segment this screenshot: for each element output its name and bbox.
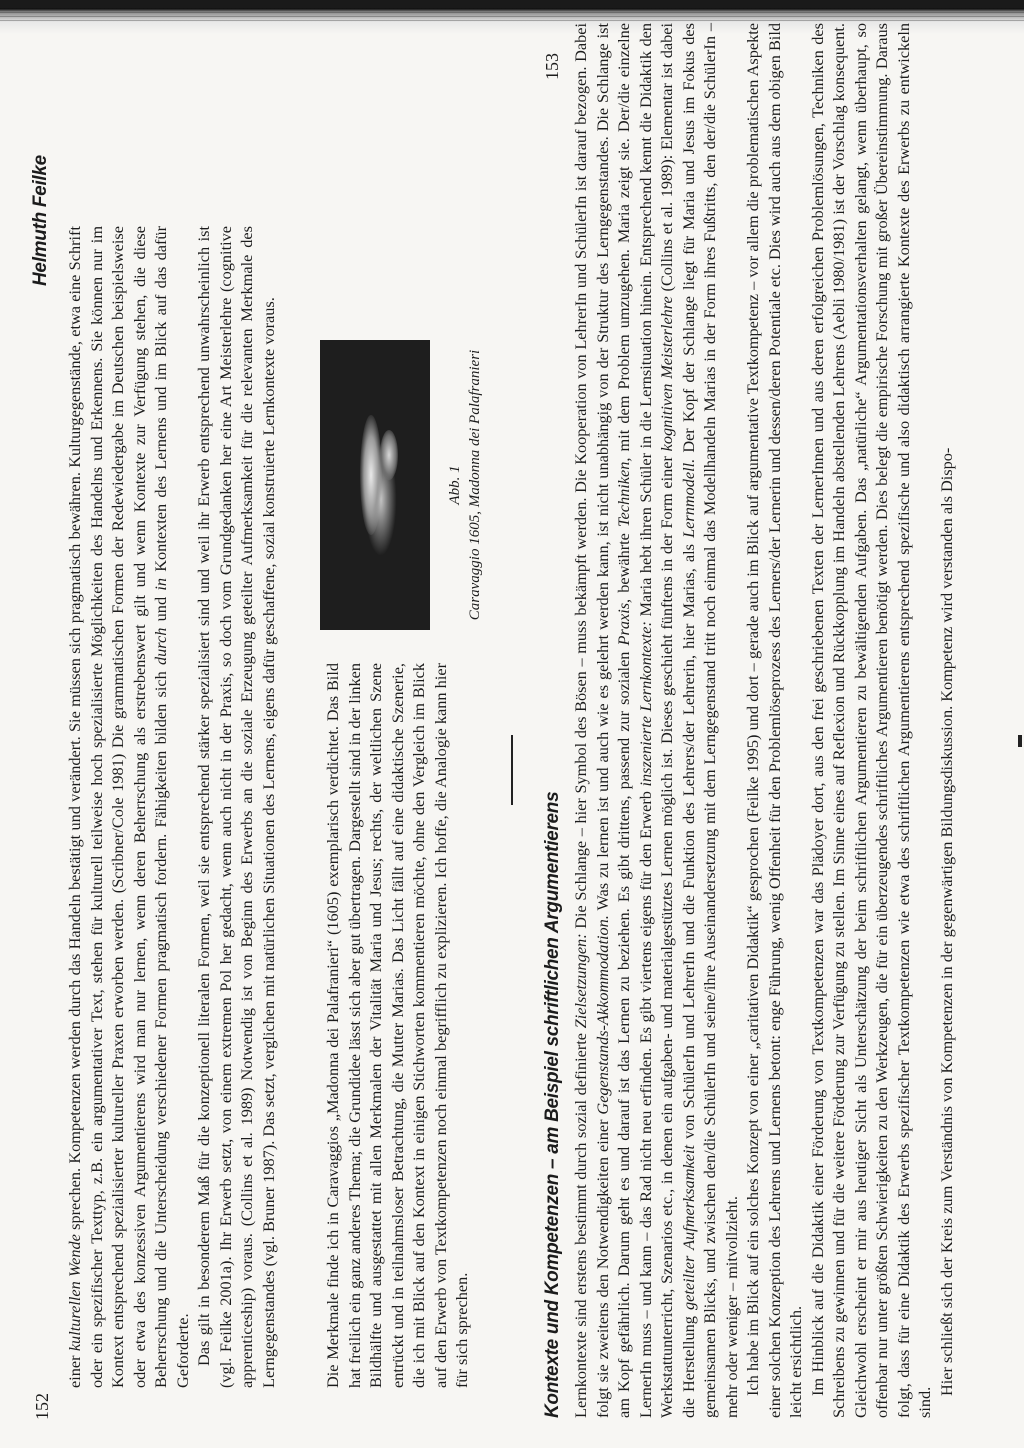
text-run: und bbox=[151, 590, 170, 628]
text-run: Lernkontexte sind erstens bestimmt durch sozial definierte bbox=[571, 1028, 590, 1418]
text-run: bewährte bbox=[614, 527, 633, 599]
text-run: Ich habe im Blick auf ein solches Konzept von einer „caritativen Didaktik“ gesprochen (Feilke 1995) und dort – gerade auch im Blick auf argumentative Textkompetenz – vor allem die problematischen Aspekte einer solchen Konzeption des Lehrens und Lernens betont: enge Führung, wenig Offenheit für den Problemlöseprozess des Lerners/der Lernerin und dessen/deren Potentiale etc. Dies wird auch aus dem obigen Bild leicht ersichtlich. bbox=[743, 23, 805, 1418]
italic-run: Lernmodell. bbox=[678, 458, 698, 538]
italic-run: kulturellen Wende bbox=[65, 1234, 84, 1352]
right-page bbox=[512, 0, 1024, 1448]
figure bbox=[320, 340, 500, 630]
text-run: Was zu lernen ist und auch wie es gelehrt werden kann, ist nicht unabhängig von der Struktur des Lerngegenstandes. Die Schlange ist am Kopf gefährlich. Darum geht es und darauf ist das Lernen zu beziehen. Es gibt drittens, passend zur sozialen bbox=[592, 23, 633, 1418]
figure-caption-label: Abb. 1 bbox=[447, 465, 463, 505]
text-run: einer bbox=[65, 1351, 84, 1388]
text-run: Der Kopf der Schlange liegt für Maria und Jesus im Fokus des gemeinsamen Blicks, und zwischen den/die SchülerIn und seine/ihre Auseinandersetzung mit dem Lerngegenstand tritt noch einmal das Modellhandeln Marias in der Form ihres Fußtritts, den der/die SchülerIn – mehr oder weniger – mitvollzieht. bbox=[678, 23, 741, 1418]
italic-run: geteilter Aufmerksamkeit bbox=[678, 1145, 698, 1310]
text-run: Kontexten des Lernens und im Blick auf das dafür Geforderte. bbox=[151, 226, 192, 1388]
text-run: Die Schlange – hier Symbol des Bösen – muss bekämpft werden. Die Kooperation von LehrerIn und SchülerIn ist darauf bezogen. Dabei folgt sie zweitens den Notwendigkeiten einer bbox=[571, 23, 612, 1418]
body-text-top bbox=[64, 226, 279, 1388]
italic-run: kognitiven Meisterlehre bbox=[657, 296, 676, 452]
italic-run: Techniken, bbox=[614, 457, 633, 528]
figure-caption-text: Caravaggio 1605, Madonna dei Palafranieri bbox=[467, 349, 483, 621]
text-run: von SchülerIn und LehrerIn und die Funktion des Lehrers/der Lehrerin, hier Marias, als bbox=[678, 537, 698, 1145]
paragraph bbox=[807, 23, 936, 1418]
italic-run: Praxis, bbox=[614, 598, 633, 646]
body-text-bottom bbox=[322, 663, 473, 1388]
text-run: Maria hebt ihren Schüler in die Lernsituation hinein. Entsprechend kennt die Didaktik den Werkstattunterricht, Szenarios etc., in denen ein aufgaben- und materialgestütztes Lernen möglich ist. Dieses geschieht fünftens in der Form einer bbox=[635, 23, 676, 1418]
italic-run: durch bbox=[151, 627, 170, 665]
paragraph bbox=[742, 23, 807, 1418]
body-text bbox=[570, 23, 957, 1418]
italic-run: Zielsetzungen: bbox=[571, 933, 590, 1029]
text-run: sprechen. Kompetenzen werden durch das Handeln bestätigt und verändert. Sie müssen sich pragmatisch bewähren. Kulturgegenstände, etwa eine Schrift oder ein spezifischer Texttyp, z.B. ein argumentativer Text, stehen für kulturell teilweise hoch spezialisierte Möglichkeiten des Handelns und Erkennens. Sie können nur im Kontext entsprechend spezialisierter kultureller Praxen erworben werden. (Scribner/Cole 1981) Die grammatischen Formen der Redewiedergabe im Deutschen beispielsweise oder etwa des konzessiven Argumentierens wird man nur lernen, wenn deren Beherrschung als erstrebenswert gilt und wenn Kontexte zur Verfügung stehen, die diese Beherrschung und die Unterscheidung verschiedener Formen pragmatisch fordern. Fähigkeiten bilden sich bbox=[65, 226, 170, 1388]
italic-run: inszenierte Lernkontexte: bbox=[635, 621, 655, 787]
text-run: Hier schließt sich der Kreis zum Verständnis von Kompetenzen in der gegenwärtigen Bildungsdiskussion. Kompetenz wird verstanden als Dispo- bbox=[936, 447, 956, 1396]
italic-run: Gegenstands-Akkommodation. bbox=[592, 915, 612, 1115]
running-head: Helmuth Feilke bbox=[30, 155, 51, 286]
text-run: Das gilt in besonderem Maß für die konzeptionell literalen Formen, weil sie entsprechend stärker spezialisiert sind und weil ihr Erwerb entsprechend unwahrscheinlich ist (vgl. Feilke 2001a). Ihr Erwerb setzt, von einem extremen Pol her gedacht, wenn auch nicht in der Praxis, so doch vom Grundgedanken her eine Art Meisterlehre (cognitive apprenticeship) voraus. (Collins et al. 1989) Notwendig ist von Beginn des Erwerbs an die soziale Erzeugung geteilter Aufmerksamkeit für die relevanten Merkmale des Lerngegenstandes (vgl. Bruner 1987). Das setzt, verglichen mit natürlichen Situationen des Lernens, eigens dafür geschaffene, sozial konstruierte Lernkontexte voraus. bbox=[194, 226, 278, 1388]
paragraph bbox=[193, 226, 279, 1388]
paragraph bbox=[322, 663, 473, 1388]
text-run: mit dem Problem umzugehen. Maria zeigt sie. Der/die einzelne LernerIn muss – und kann – das Rad nicht neu erfinden. Es gibt viertens eigens für den Erwerb bbox=[614, 23, 655, 1418]
text-run: Die Merkmale finde ich in Caravaggios „Madonna dei Palafranieri“ (1605) exemplarisch verdichtet. Das Bild hat freilich ein ganz anderes Thema; die Grundidee lässt sich aber gut übertragen. Dargestellt sind in der linken Bildhälfte und ausgestattet mit allen Merkmalen der Vitalität Maria und Jesus; rechts, der weltlichen Szene entrückt und in teilnahmsloser Betrachtung, die Mutter Marias. Das Licht fällt auf eine didaktische Szenerie, die ich mit Blick auf den Kontext in einigen Stichworten kommentieren möchte, ohne den Vergleich im Blick auf den Erwerb von Textkompetenzen noch einmal begrifflich zu explizieren. Ich hoffe, die Analogie kann hier für sich sprechen. bbox=[323, 663, 471, 1388]
paragraph bbox=[936, 23, 958, 1418]
paragraph bbox=[570, 23, 742, 1418]
paragraph bbox=[64, 226, 193, 1388]
italic-run: in bbox=[151, 577, 170, 591]
text-run: (Collins et al. 1989): Elementar ist dabei die Herstellung bbox=[657, 22, 698, 1418]
caravaggio-painting-image bbox=[320, 340, 430, 630]
text-run: Im Hinblick auf die Didaktik einer Förderung von Textkompetenzen war das Plädoyer dort, aus den frei geschriebenen Texten der LernerInnen und aus deren erfolgreichen Problemlösungen, Techniken des Schreibens zu gewinnen und für die weitere Förderung zur Verfügung zu stellen. Im Sinne eines auf Reflexion und Rückkopplung im Handeln abstellenden Lehrens (Aebli 1980/1981) ist der Vorschlag konsequent. Gleichwohl erscheint er mir aus heutiger Sicht als Unterschätzung der beim schriftlichen Argumentieren zu bewältigenden Aufgaben. Das „natürliche“ Argumentationsverhalten gelangt, wenn überhaupt, so offenbar nur unter größten Schwierigkeiten zu den Werkzeugen, die für ein überzeugendes schriftliches Argumentieren benötigt werden. Dies belegt die empirische Forschung mit großer Übereinstimmung. Daraus folgt, dass für eine Didaktik des Erwerbs spezifischer Textkompetenzen wie etwa des schriftlichen Argumentierens entsprechend spezifische und also didaktisch arrangierte Kontexte des Erwerbs zu entwickeln sind. bbox=[807, 23, 934, 1418]
running-head: Kontexte und Kompetenzen – am Beispiel schriftlichen Argumentierens bbox=[542, 791, 563, 1418]
page-number: 153 bbox=[542, 53, 562, 80]
page-number: 152 bbox=[32, 1393, 52, 1420]
